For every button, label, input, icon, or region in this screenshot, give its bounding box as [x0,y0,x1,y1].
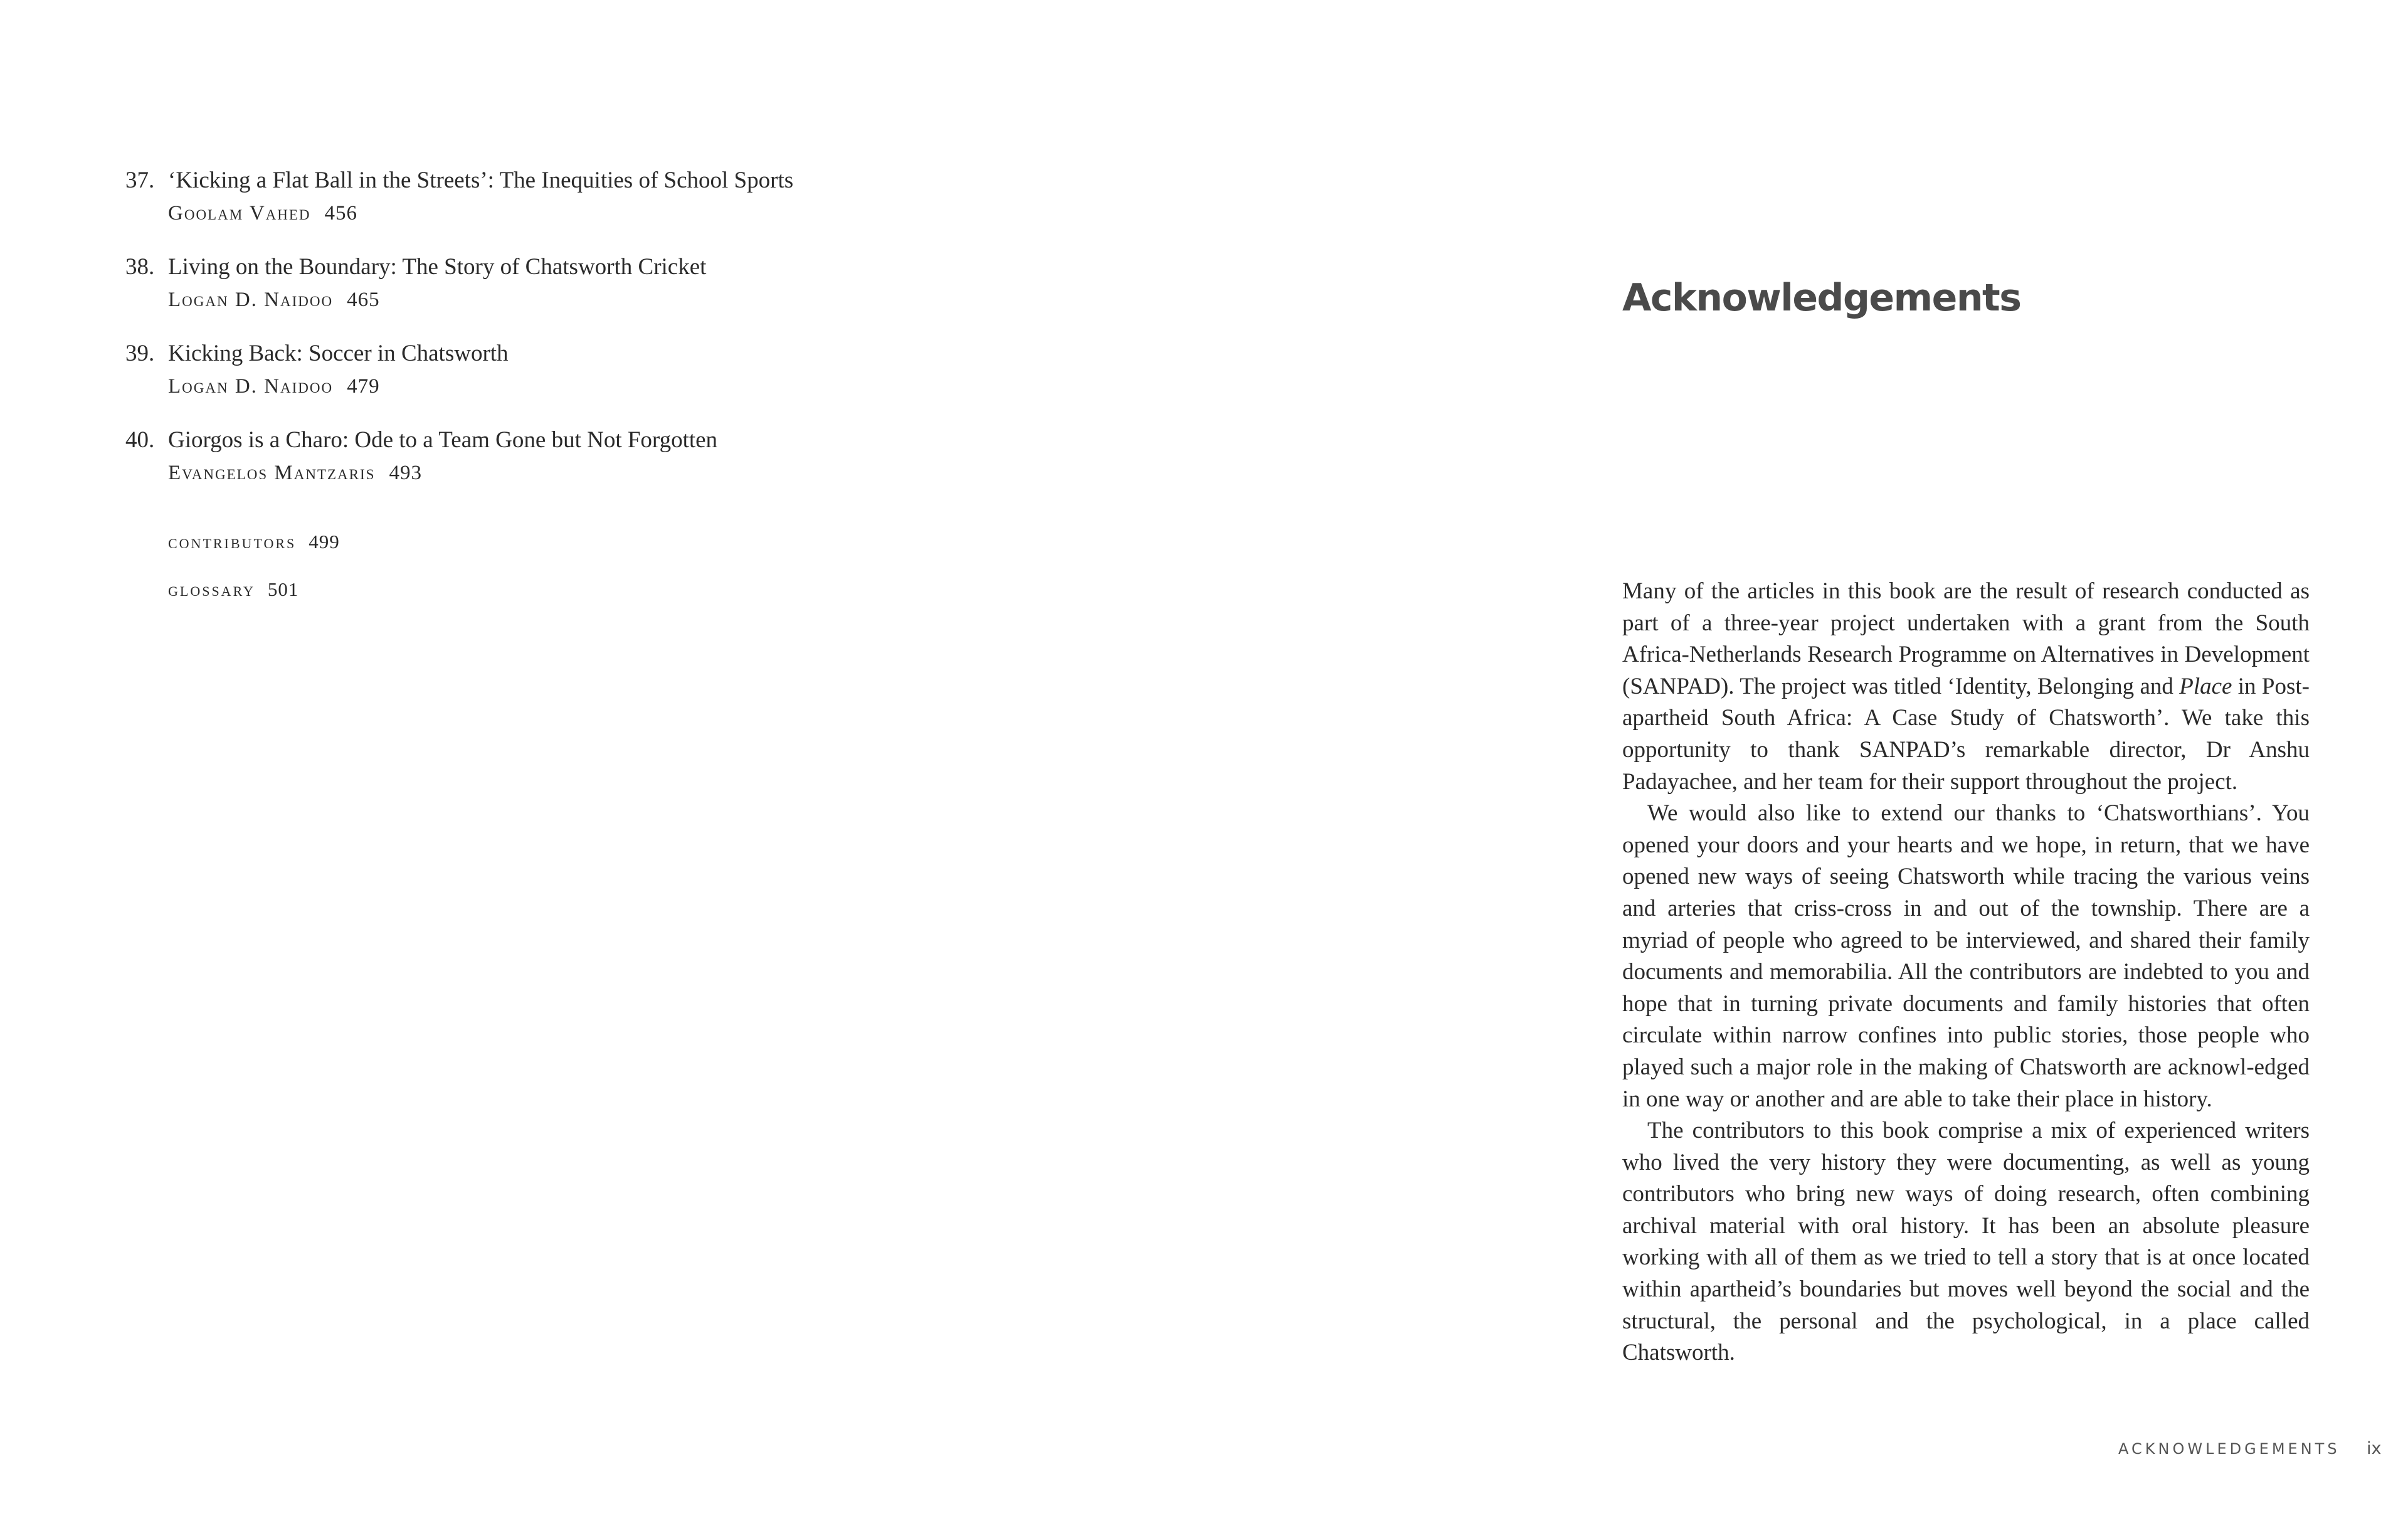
toc-entry-byline [168,457,1003,489]
paragraph-text: in Post-apartheid South Africa: A Case Study of Chatsworth’. We take this opportunity to thank SANPAD’s remarkable director, Dr Anshu Padayachee, and her team for their support throughout the project. [1622,673,2310,795]
toc-entry-byline [168,284,1003,316]
toc-entry[interactable] [125,337,1003,403]
toc-entry-page: 465 [347,289,380,311]
page-title: Acknowledgements [1622,276,2021,320]
toc-entry[interactable] [125,251,1003,316]
toc-entry-page: 456 [324,202,358,225]
toc-entry-page: 479 [347,375,380,398]
toc-entry-number: 37. [125,167,155,193]
toc-entry[interactable] [125,424,1003,489]
toc-entry-title: Kicking Back: Soccer in Chatsworth [168,341,509,366]
paragraph [1622,576,2310,798]
paragraph: The contributors to this book comprise a mix of experienced writers who lived the very history they were documenting, as well as young contributors who bring new ways of doing research, often combining archival material with oral history. It has been an absolute pleasure working with all of them as we tried to tell a story that is at once located within apartheid’s boundaries but moves well beyond the social and the structural, the personal and the psychological, in a place called Chatsworth. [1622,1118,2310,1366]
table-of-contents [125,164,1003,606]
toc-back-page: 501 [267,578,299,600]
toc-entry-author: Goolam Vahed [168,202,311,225]
toc-entry[interactable] [125,164,1003,230]
page-number: ix [2367,1439,2382,1458]
toc-entry-title: Giorgos is a Charo: Ode to a Team Gone but Not Forgotten [168,427,718,453]
toc-entry-byline [168,197,1003,230]
toc-back-label: contributors [168,531,297,553]
toc-entry-page: 493 [389,462,422,484]
toc-entry-author: Logan D. Naidoo [168,289,334,311]
paragraph: We would also like to extend our thanks to ‘Chatsworthians’. You opened your doors and your hearts and we hope, in return, that we have opened new ways of seeing Chatsworth while tracing the various veins and arteries that criss-cross in and out of the township. There are a myriad of people who agreed to be interviewed, and shared their family documents and memorabilia. All the contributors are indebted to you and hope that in turning private documents and family histories that often circulate within narrow confines into public stories, those people who played such a major role in the making of Chatsworth are acknowl-edged in one way or another and are able to take their place in history. [1622,800,2310,1112]
toc-entry-title: ‘Kicking a Flat Ball in the Streets’: The Inequities of School Sports [168,167,794,193]
toc-entry-number: 39. [125,341,155,366]
toc-entry-byline [168,370,1003,403]
toc-glossary-entry[interactable] [125,573,1003,606]
toc-entry-number: 40. [125,427,155,453]
toc-entry-author: Evangelos Mantzaris [168,462,376,484]
italic-word: Place [2179,673,2232,699]
toc-entry-author: Logan D. Naidoo [168,375,334,398]
toc-contributors-entry[interactable] [125,526,1003,558]
running-head: ACKNOWLEDGEMENTS [2118,1440,2340,1458]
paragraph-text: Many of the articles in this book are the result of research conducted as part of a three-year project undertaken with a grant from the South Africa-Netherlands Research Programme on Alternatives in Development (SANPAD). The project was titled ‘Identity, Belonging and [1622,578,2310,699]
toc-back-label: glossary [168,578,255,600]
acknowledgements-body [1622,576,2310,1369]
toc-entry-number: 38. [125,254,155,280]
toc-entry-title: Living on the Boundary: The Story of Chatsworth Cricket [168,254,707,280]
toc-back-page: 499 [309,531,340,553]
